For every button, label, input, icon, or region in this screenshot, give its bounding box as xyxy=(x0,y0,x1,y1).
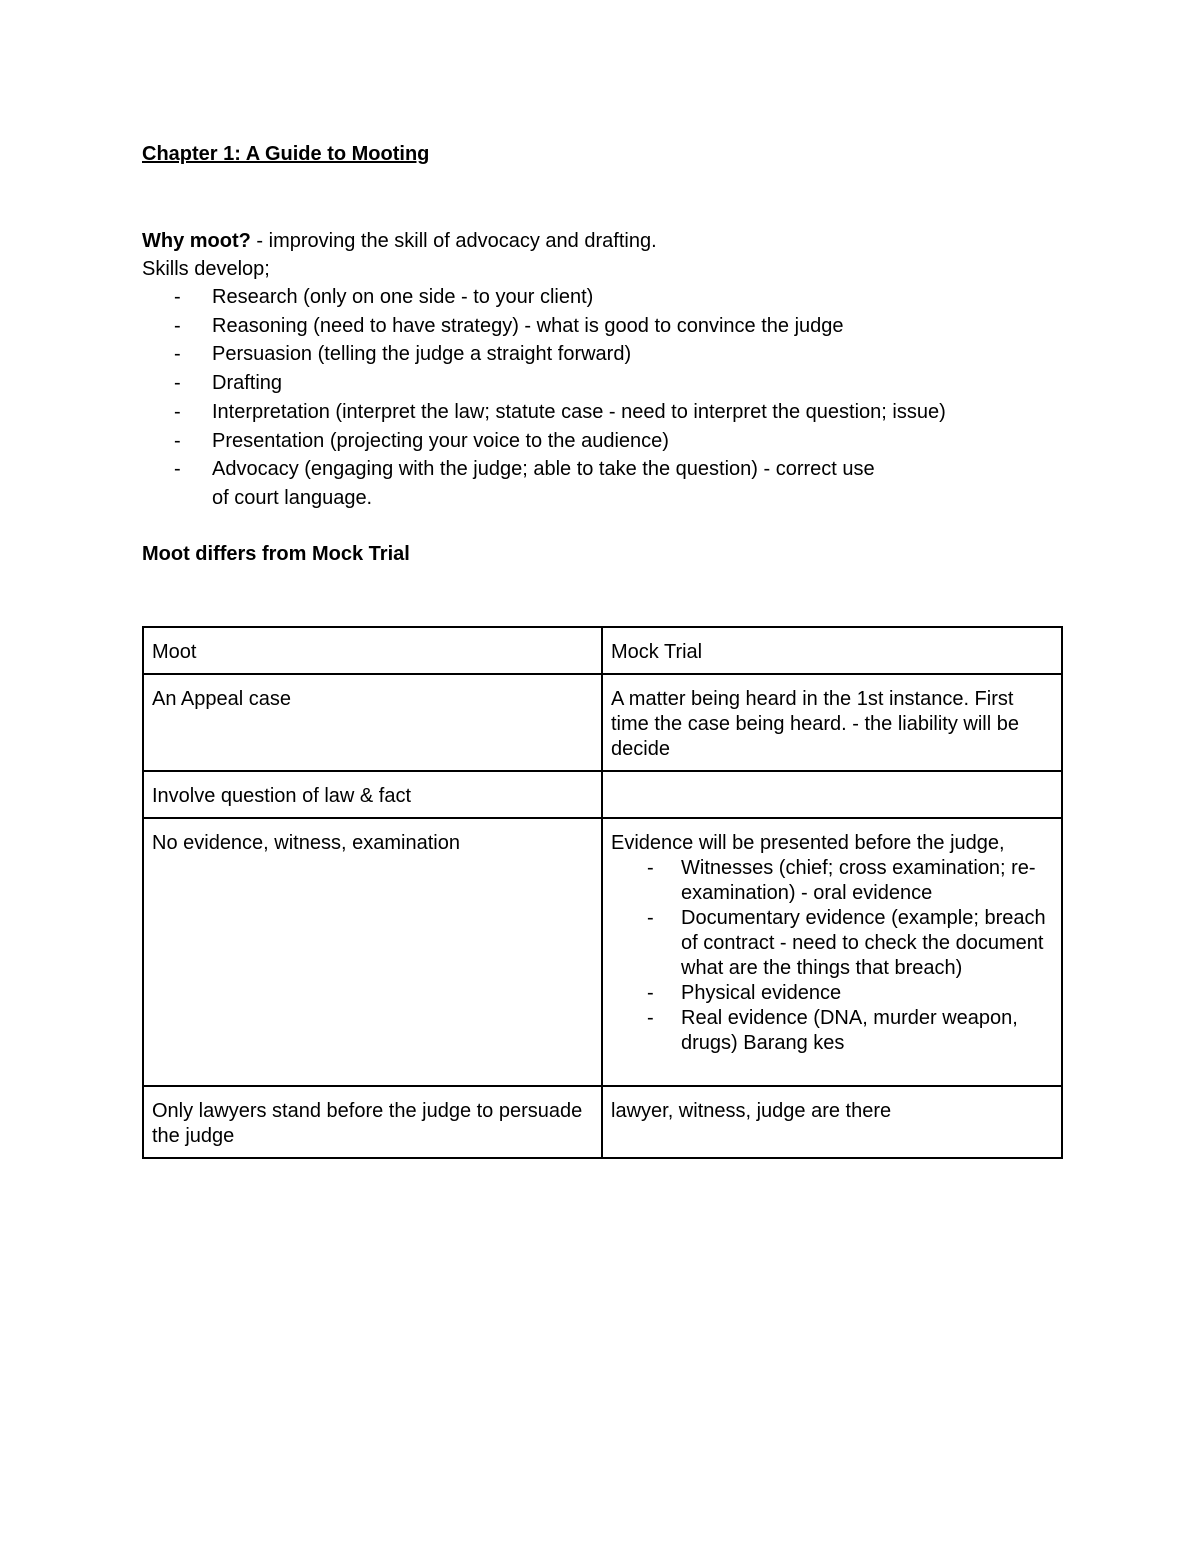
comparison-table xyxy=(142,626,1063,1159)
table-header-mock-trial: Mock Trial xyxy=(602,627,1062,674)
list-item xyxy=(142,398,1042,427)
why-moot-paragraph xyxy=(142,227,657,255)
skill-text: Presentation (projecting your voice to the audience) xyxy=(212,429,669,452)
skills-intro: Skills develop; xyxy=(142,258,270,280)
table-row xyxy=(143,674,1062,771)
skill-text: Advocacy (engaging with the judge; able to take the question) - correct use of court language. xyxy=(212,458,875,509)
skills-list xyxy=(142,283,1042,513)
evidence-text: Real evidence (DNA, murder weapon, drugs) Barang kes xyxy=(681,1007,1018,1054)
bullet-dash: - xyxy=(174,314,181,337)
table-cell-mock xyxy=(602,818,1062,1086)
list-item xyxy=(142,283,1042,312)
skill-text: Drafting xyxy=(212,372,283,395)
skill-text: Interpretation (interpret the law; statute case - need to interpret the question; issue) xyxy=(212,400,946,423)
table-cell-moot: Only lawyers stand before the judge to persuade the judge xyxy=(143,1086,602,1158)
list-item xyxy=(142,340,1042,369)
table-row xyxy=(143,627,1062,674)
table-header-moot: Moot xyxy=(143,627,602,674)
evidence-list xyxy=(611,856,1053,1056)
bullet-dash: - xyxy=(647,907,654,929)
bullet-dash: - xyxy=(174,372,181,395)
skill-text: Reasoning (need to have strategy) - what is good to convince the judge xyxy=(212,314,844,337)
list-item xyxy=(142,455,1042,512)
list-item xyxy=(142,369,1042,398)
table-cell-moot: No evidence, witness, examination xyxy=(143,818,602,1086)
bullet-dash: - xyxy=(174,429,181,452)
evidence-text: Documentary evidence (example; breach of contract - need to check the document what are the things that breach) xyxy=(681,907,1046,979)
bullet-dash: - xyxy=(174,343,181,366)
evidence-intro: Evidence will be presented before the judge, xyxy=(611,832,1005,854)
bullet-dash: - xyxy=(174,400,181,423)
table-row xyxy=(143,1086,1062,1158)
evidence-text: Physical evidence xyxy=(681,982,842,1004)
skill-text: Persuasion (telling the judge a straight forward) xyxy=(212,343,632,366)
bullet-dash: - xyxy=(174,458,181,481)
why-moot-label: Why moot? xyxy=(142,230,251,252)
table-cell-moot: Involve question of law & fact xyxy=(143,771,602,818)
table-row xyxy=(143,818,1062,1086)
list-item xyxy=(611,906,1053,981)
comparison-heading: Moot differs from Mock Trial xyxy=(142,543,410,565)
bullet-dash: - xyxy=(647,982,654,1004)
skill-text: Research (only on one side - to your client) xyxy=(212,286,594,308)
chapter-title: Chapter 1: A Guide to Mooting xyxy=(142,143,430,165)
evidence-text: Witnesses (chief; cross examination; re-examination) - oral evidence xyxy=(681,857,1036,904)
bullet-dash: - xyxy=(174,286,181,308)
list-item xyxy=(142,312,1042,341)
list-item xyxy=(142,427,1042,456)
table-cell-moot: An Appeal case xyxy=(143,674,602,771)
list-item xyxy=(611,981,1053,1006)
table-cell-mock xyxy=(602,771,1062,818)
list-item xyxy=(611,1006,1053,1056)
bullet-dash: - xyxy=(647,1007,654,1029)
list-item xyxy=(611,856,1053,906)
table-cell-mock: A matter being heard in the 1st instance. First time the case being heard. - the liability will be decide xyxy=(602,674,1062,771)
table-row xyxy=(143,771,1062,818)
why-moot-text: - improving the skill of advocacy and drafting. xyxy=(250,230,657,252)
bullet-dash: - xyxy=(647,857,654,879)
table-cell-mock: lawyer, witness, judge are there xyxy=(602,1086,1062,1158)
